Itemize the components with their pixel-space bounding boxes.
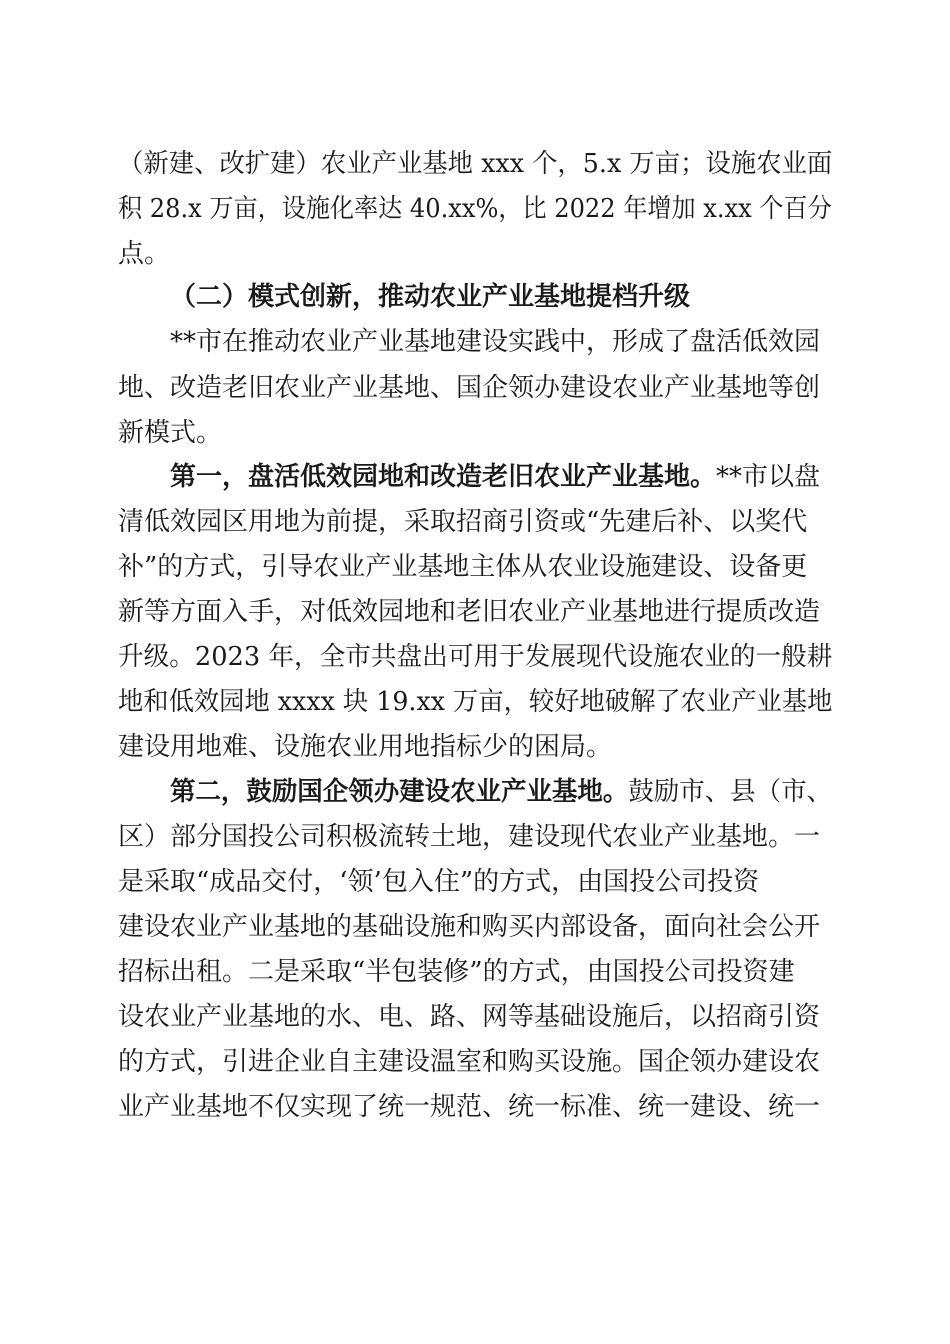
para2-line: 新模式。	[118, 418, 223, 448]
para1-line: 点。	[118, 239, 171, 269]
para3-line: 建设用地难、设施农业用地指标少的困局。	[118, 732, 613, 762]
para1-line: （新建、改扩建）农业产业基地 xxx 个，5.x 万亩；设施农业面	[118, 149, 833, 179]
para3-line: 补”的方式，引导农业产业基地主体从农业设施建设、设备更	[118, 552, 808, 582]
para4-first-rest: 鼓励市、县（市、	[628, 777, 833, 807]
para4-line: 区）部分国投公司积极流转土地，建设现代农业产业基地。一	[118, 822, 821, 852]
para4-first-line	[170, 770, 832, 814]
para3-line: 地和低效园地 xxxx 块 19.xx 万亩，较好地破解了农业产业基地	[118, 687, 833, 717]
para4-line: 业产业基地不仅实现了统一规范、统一标准、统一建设、统一	[118, 1092, 821, 1122]
para4-line: 设农业产业基地的水、电、路、网等基础设施后，以招商引资	[118, 1002, 821, 1032]
para3-first-line	[170, 455, 820, 499]
para3-lead: 第一，盘活低效园地和改造老旧农业产业基地。	[170, 462, 717, 492]
para4-line: 建设农业产业基地的基础设施和购买内部设备，面向社会公开	[118, 912, 821, 942]
para3-first-rest: **市以盘	[716, 462, 821, 492]
para4-line: 招标出租。二是采取“半包装修”的方式，由国投公司投资建	[118, 957, 795, 987]
para4-lead: 第二，鼓励国企领办建设农业产业基地。	[170, 777, 629, 807]
section-heading: （二）模式创新，推动农业产业基地提档升级	[170, 282, 691, 312]
para4-line: 的方式，引进企业自主建设温室和购买设施。国企领办建设农	[118, 1047, 821, 1077]
para3-line: 清低效园区用地为前提，采取招商引资或“先建后补、以奖代	[118, 507, 808, 537]
para2-line: **市在推动农业产业基地建设实践中，形成了盘活低效园	[170, 327, 821, 357]
para1-line: 积 28.x 万亩，设施化率达 40.xx%，比 2022 年增加 x.xx 个百分	[118, 194, 832, 224]
para3-line: 新等方面入手，对低效园地和老旧农业产业基地进行提质改造	[118, 597, 821, 627]
para2-line: 地、改造老旧农业产业基地、国企领办建设农业产业基地等创	[118, 373, 821, 403]
para3-line: 升级。2023 年，全市共盘出可用于发展现代设施农业的一般耕	[118, 642, 833, 672]
para4-line: 是采取“成品交付，‘领’包入住”的方式，由国投公司投资	[118, 867, 760, 897]
